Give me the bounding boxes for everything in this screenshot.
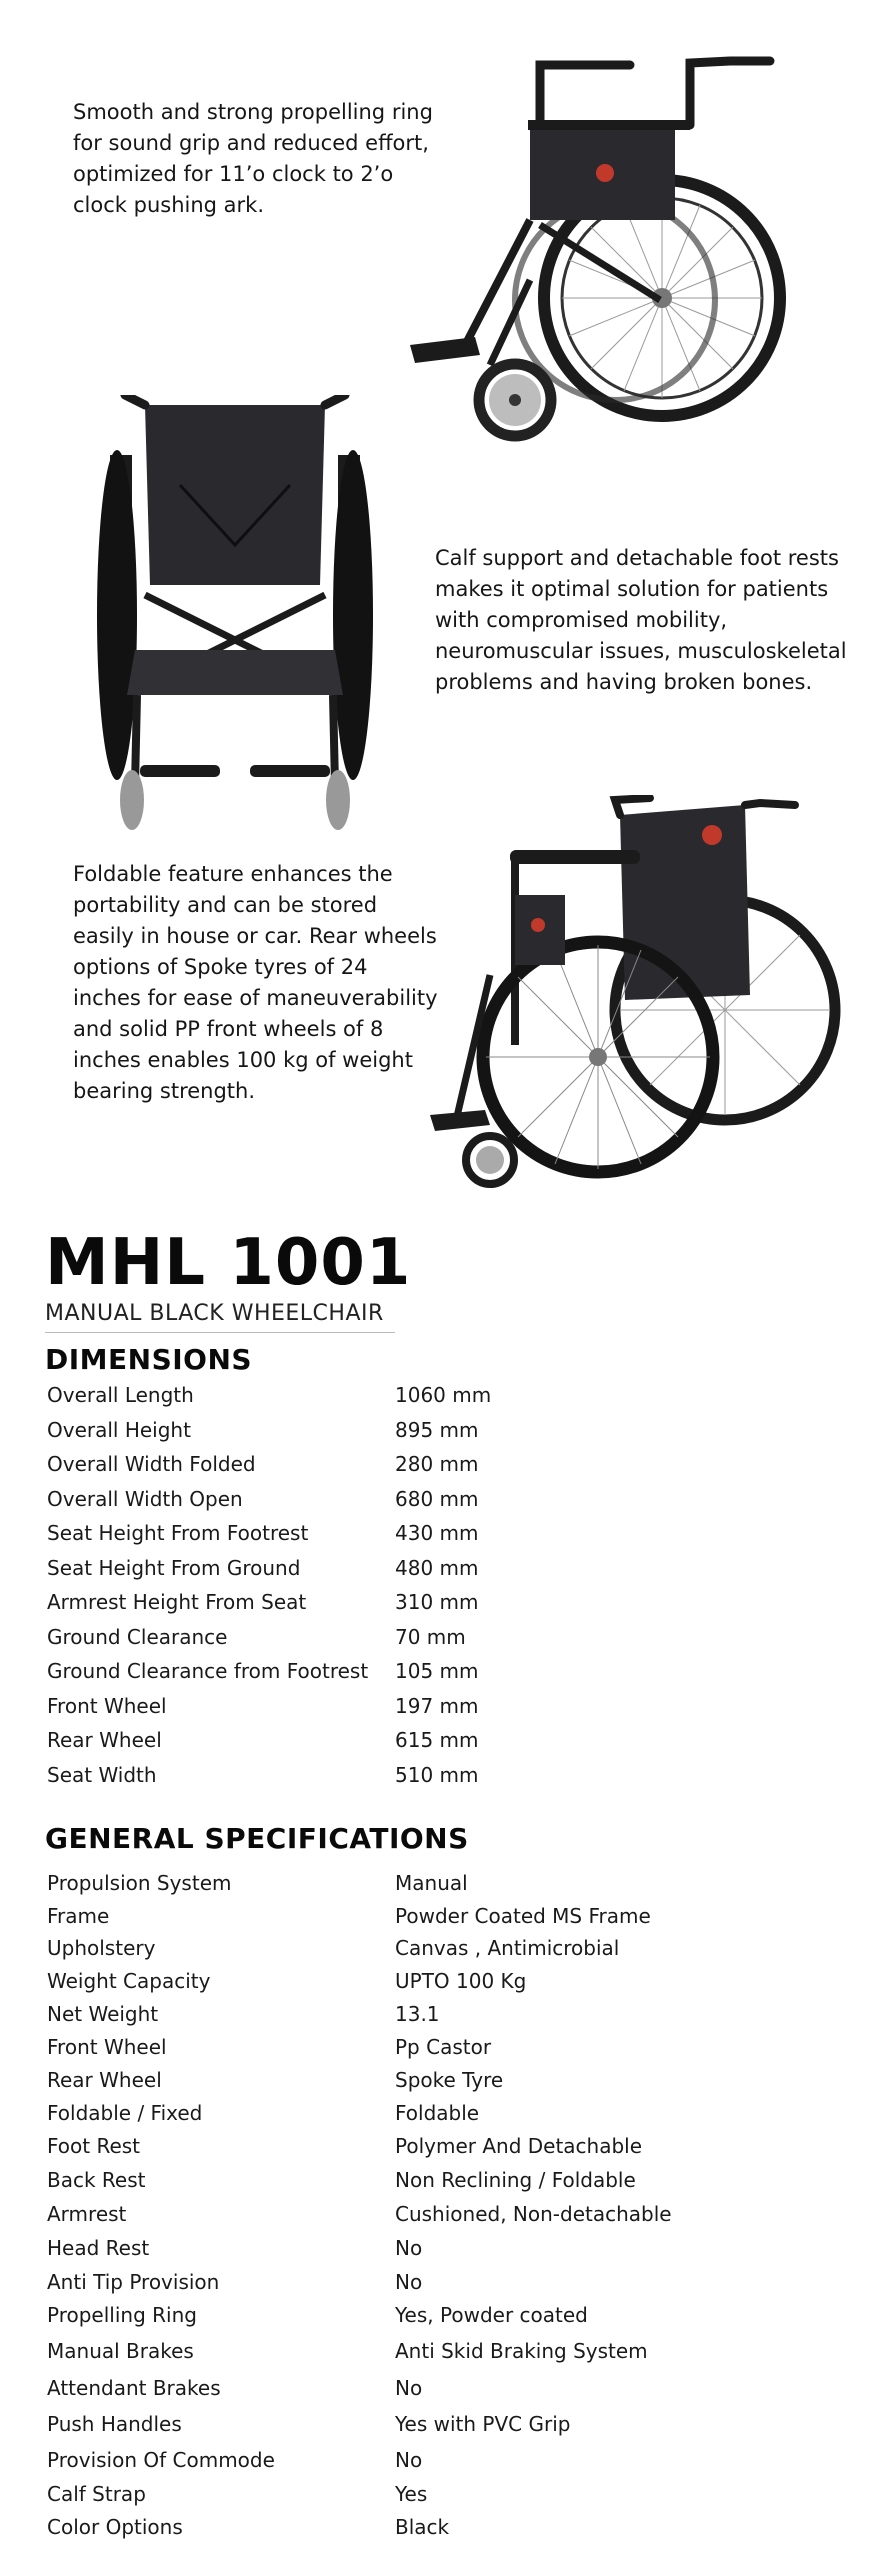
spec-label: Frame — [47, 1903, 110, 1928]
spec-label: Front Wheel — [47, 2034, 167, 2059]
spec-value: Yes, Powder coated — [395, 2303, 588, 2327]
spec-row — [47, 2197, 672, 2231]
spec-row — [47, 1482, 491, 1517]
feature-3-line: inches enables 100 kg of weight — [73, 1048, 413, 1072]
spec-value: Black — [395, 2514, 450, 2539]
spec-row — [47, 1723, 491, 1758]
spec-row — [47, 2406, 672, 2442]
spec-label: Color Options — [47, 2514, 183, 2539]
spec-row — [47, 1758, 491, 1793]
spec-label: Anti Tip Provision — [47, 2269, 220, 2294]
spec-row — [47, 2442, 672, 2477]
feature-1-line: Smooth and strong propelling ring — [73, 100, 433, 124]
feature-3-line: options of Spoke tyres of 24 — [73, 955, 368, 979]
spec-label: Propulsion System — [47, 1870, 232, 1895]
spec-label: Rear Wheel — [47, 1728, 162, 1753]
spec-label: Net Weight — [47, 2001, 159, 2026]
spec-label: Foot Rest — [47, 2134, 141, 2158]
spec-row — [47, 2129, 672, 2163]
spec-row — [47, 2332, 672, 2369]
product-title-block — [45, 1225, 411, 1333]
spec-label: Armrest Height From Seat — [47, 1590, 307, 1615]
feature-1-line: optimized for 11’o clock to 2’o — [73, 162, 394, 186]
spec-row — [47, 1964, 672, 1997]
spec-value: 310 mm — [395, 1590, 479, 1615]
spec-row — [47, 2063, 672, 2096]
general-specs-heading: GENERAL SPECIFICATIONS — [45, 1822, 469, 1855]
wheelchair-three-quarter-view-image — [430, 795, 850, 1195]
spec-value: Powder Coated MS Frame — [395, 1903, 651, 1928]
feature-2-line: neuromuscular issues, musculoskeletal — [435, 639, 847, 663]
spec-value: 480 mm — [395, 1555, 479, 1580]
spec-value: No — [395, 2236, 423, 2260]
spec-row — [47, 1551, 491, 1586]
spec-value: 13.1 — [395, 2001, 440, 2026]
spec-label: Attendant Brakes — [47, 2375, 221, 2400]
general-specs-table — [47, 1866, 672, 2543]
spec-row — [47, 2510, 672, 2543]
feature-3-line: inches for ease of maneuverability — [73, 986, 438, 1010]
spec-label: Upholstery — [47, 1936, 156, 1960]
spec-row — [47, 1585, 491, 1620]
feature-2-text — [435, 543, 847, 698]
spec-label: Seat Width — [47, 1762, 157, 1787]
spec-row — [47, 1689, 491, 1724]
spec-value: 510 mm — [395, 1762, 479, 1787]
feature-3-line: Foldable feature enhances the — [73, 862, 393, 886]
spec-row — [47, 2030, 672, 2063]
spec-value: 105 mm — [395, 1659, 479, 1684]
spec-value: 1060 mm — [395, 1383, 492, 1408]
product-model: MHL 1001 — [45, 1226, 412, 1300]
spec-value: Cushioned, Non-detachable — [395, 2202, 672, 2226]
spec-label: Ground Clearance from Footrest — [47, 1659, 369, 1684]
feature-2-line: problems and having broken bones. — [435, 670, 813, 694]
spec-label: Overall Height — [47, 1417, 191, 1442]
spec-value: Polymer And Detachable — [395, 2134, 643, 2158]
spec-value: No — [395, 2447, 423, 2472]
spec-value: 895 mm — [395, 1417, 479, 1442]
feature-2-line: with compromised mobility, — [435, 608, 728, 632]
spec-value: Foldable — [395, 2100, 480, 2125]
product-name: MANUAL BLACK WHEELCHAIR — [45, 1301, 395, 1333]
spec-label: Seat Height From Footrest — [47, 1521, 309, 1546]
dimensions-table — [47, 1378, 491, 1792]
spec-label: Provision Of Commode — [47, 2447, 275, 2472]
spec-value: No — [395, 2269, 423, 2294]
feature-3-line: bearing strength. — [73, 1079, 256, 1103]
spec-row — [47, 1654, 491, 1689]
spec-value: Pp Castor — [395, 2034, 492, 2059]
spec-row — [47, 1413, 491, 1448]
spec-row — [47, 1899, 672, 1932]
spec-value: Yes with PVC Grip — [395, 2412, 571, 2436]
spec-label: Back Rest — [47, 2168, 146, 2192]
spec-row — [47, 1866, 672, 1899]
spec-label: Armrest — [47, 2202, 127, 2226]
feature-1-text — [73, 97, 433, 221]
spec-value: Non Reclining / Foldable — [395, 2168, 636, 2192]
spec-label: Rear Wheel — [47, 2067, 162, 2092]
spec-row — [47, 2369, 672, 2406]
spec-label: Head Rest — [47, 2236, 150, 2260]
feature-1-line: for sound grip and reduced effort, — [73, 131, 429, 155]
spec-label: Ground Clearance — [47, 1624, 228, 1649]
spec-value: 430 mm — [395, 1521, 479, 1546]
spec-row — [47, 2096, 672, 2129]
spec-value: 280 mm — [395, 1452, 479, 1477]
wheelchair-front-view-image — [85, 395, 385, 835]
spec-row — [47, 1378, 491, 1413]
spec-row — [47, 2298, 672, 2332]
spec-label: Weight Capacity — [47, 1968, 211, 1993]
feature-3-line: portability and can be stored — [73, 893, 378, 917]
spec-label: Foldable / Fixed — [47, 2100, 203, 2125]
spec-value: Spoke Tyre — [395, 2067, 504, 2092]
spec-label: Manual Brakes — [47, 2338, 194, 2363]
feature-3-line: easily in house or car. Rear wheels — [73, 924, 437, 948]
spec-row — [47, 1620, 491, 1655]
spec-row — [47, 2265, 672, 2298]
feature-1-line: clock pushing ark. — [73, 193, 264, 217]
spec-label: Seat Height From Ground — [47, 1555, 301, 1580]
spec-value: 197 mm — [395, 1693, 479, 1718]
spec-value: 615 mm — [395, 1728, 479, 1753]
spec-label: Overall Width Folded — [47, 1452, 256, 1477]
spec-row — [47, 1932, 672, 1964]
spec-value: Yes — [395, 2481, 428, 2506]
spec-value: Anti Skid Braking System — [395, 2338, 648, 2363]
spec-row — [47, 1516, 491, 1551]
spec-label: Overall Width Open — [47, 1486, 243, 1511]
spec-value: UPTO 100 Kg — [395, 1968, 527, 1993]
spec-label: Propelling Ring — [47, 2303, 197, 2327]
spec-value: No — [395, 2375, 423, 2400]
spec-label: Calf Strap — [47, 2481, 146, 2506]
dimensions-heading: DIMENSIONS — [45, 1343, 253, 1376]
spec-value: Canvas , Antimicrobial — [395, 1936, 620, 1960]
spec-value: 680 mm — [395, 1486, 479, 1511]
spec-label: Front Wheel — [47, 1693, 167, 1718]
spec-row — [47, 2231, 672, 2265]
wheelchair-side-view-image — [400, 55, 840, 445]
spec-value: 70 mm — [395, 1624, 466, 1649]
feature-2-line: makes it optimal solution for patients — [435, 577, 829, 601]
spec-label: Push Handles — [47, 2412, 182, 2436]
spec-row — [47, 1997, 672, 2030]
spec-value: Manual — [395, 1870, 468, 1895]
spec-row — [47, 2163, 672, 2197]
feature-3-line: and solid PP front wheels of 8 — [73, 1017, 384, 1041]
feature-3-text — [73, 859, 438, 1107]
spec-label: Overall Length — [47, 1383, 194, 1408]
feature-2-line: Calf support and detachable foot rests — [435, 546, 839, 570]
spec-row — [47, 1447, 491, 1482]
spec-row — [47, 2477, 672, 2510]
